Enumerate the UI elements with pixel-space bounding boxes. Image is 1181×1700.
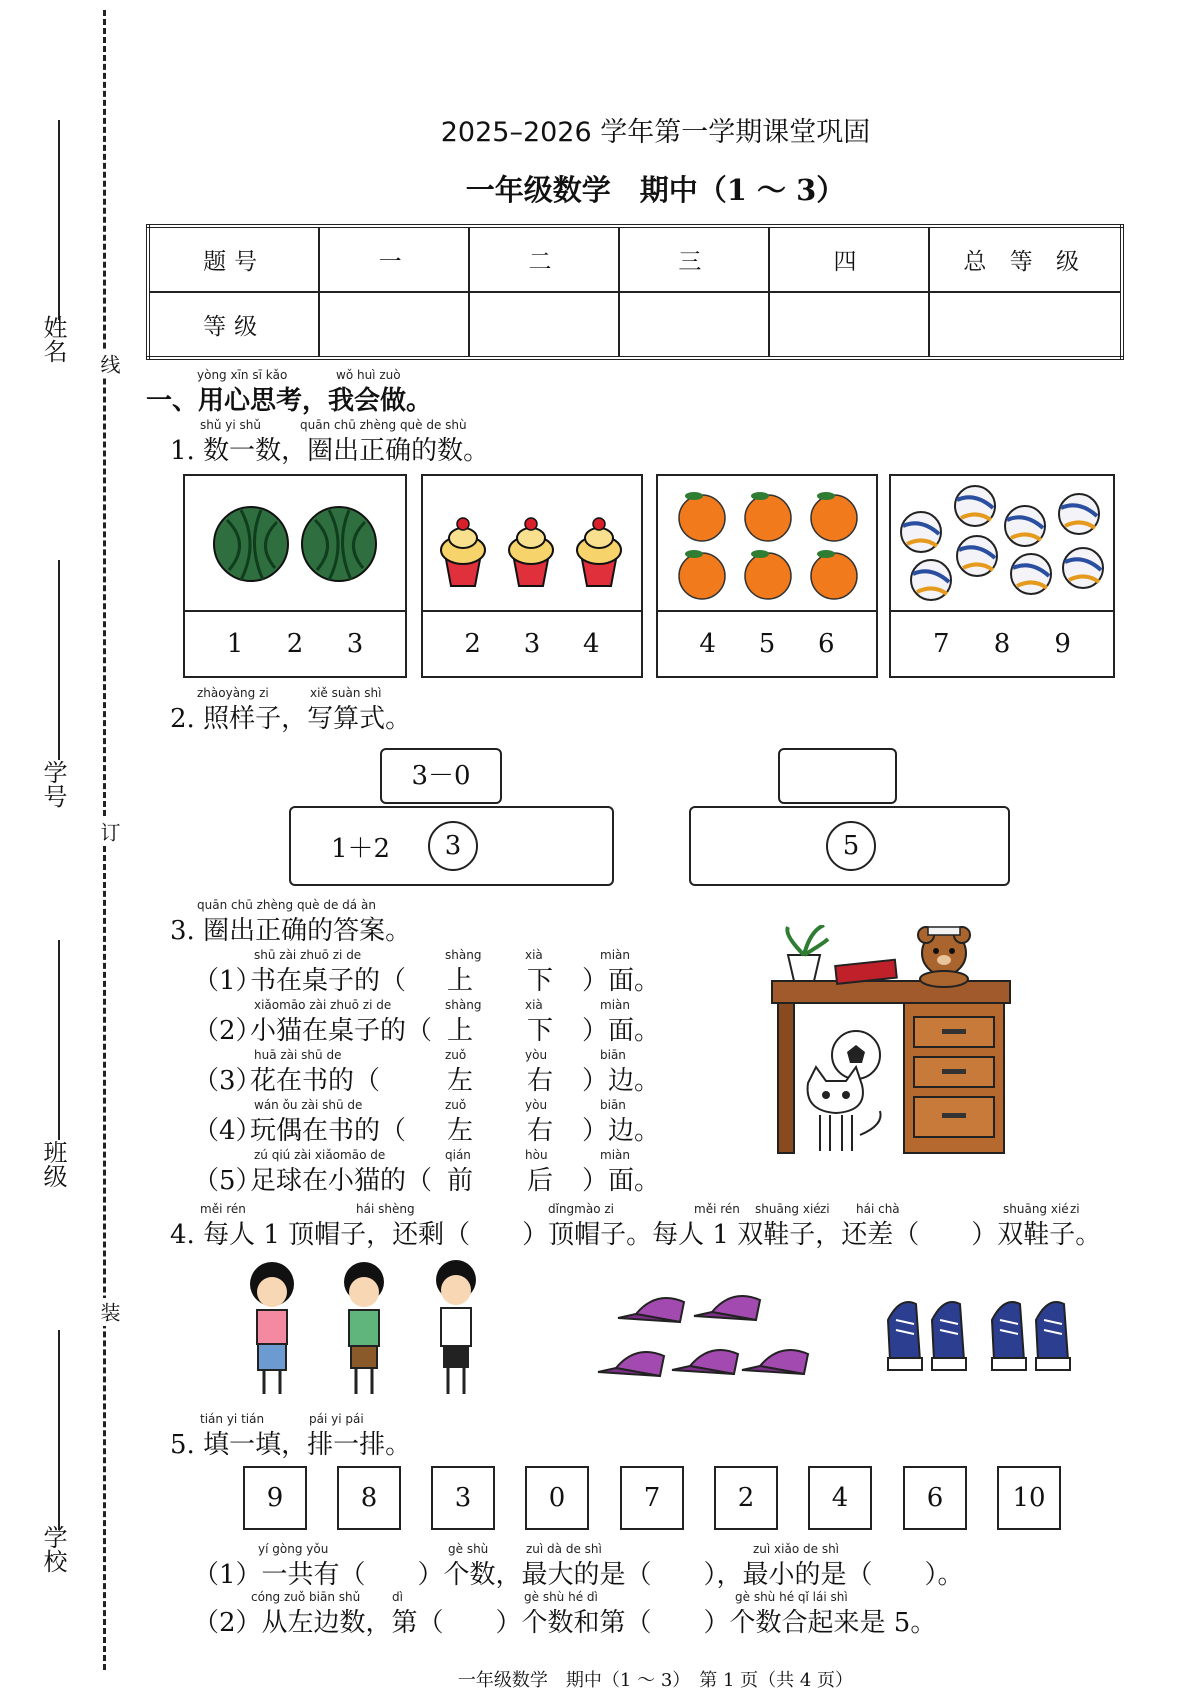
pinyin: wán ǒu zài shū de: [254, 1098, 363, 1112]
question-4-text: 4. 每人 1 顶帽子，还剩（ ）顶帽子。每人 1 双鞋子，还差（ ）双鞋子。: [170, 1220, 1102, 1250]
example-answer-circle: 3: [428, 821, 478, 871]
pinyin: zi: [820, 1202, 830, 1216]
choice-number[interactable]: 3: [523, 629, 541, 659]
pinyin: měi rén: [694, 1202, 740, 1216]
question-3-text: 3. 圈出正确的答案。: [170, 916, 412, 946]
item-stem: 花在书的（: [250, 1066, 381, 1096]
pinyin: yòu: [525, 1098, 548, 1112]
item-number: （3）: [193, 1066, 262, 1096]
score-header-cell: 总 等 级: [929, 226, 1122, 292]
children-illustration: [232, 1254, 502, 1404]
question-5-text: 5. 填一填，排一排。: [170, 1430, 412, 1460]
choice-number[interactable]: 1: [226, 629, 244, 659]
number-box: 9: [243, 1466, 307, 1530]
pinyin: cóng zuǒ biān shǔ: [251, 1590, 361, 1604]
page-subtitle: 一年级数学 期中（1 ～ 3）: [465, 173, 846, 207]
item-end: ）面。: [582, 966, 661, 996]
binding-label-ding: 订: [95, 818, 124, 846]
choice-number[interactable]: 6: [818, 629, 835, 659]
pinyin: zuǒ: [445, 1048, 467, 1062]
item-end: ）面。: [582, 1016, 661, 1046]
option-a[interactable]: 左: [447, 1066, 474, 1096]
desk-scene-illustration: [764, 925, 1018, 1165]
question-5-sub2: （2）从左边数，第（ ）个数和第（ ）个数合起来是 5。: [193, 1608, 937, 1638]
volleyball-icon: [891, 476, 1113, 608]
item-end: ）边。: [582, 1116, 661, 1146]
pinyin: zuì dà de shì: [526, 1542, 602, 1556]
item-stem: 书在桌子的（: [250, 966, 407, 996]
option-b[interactable]: 右: [527, 1116, 554, 1146]
count-panel-volleyball: [889, 474, 1115, 678]
watermelon-icon: [185, 476, 405, 608]
score-header-cell: 三: [619, 226, 769, 292]
pinyin: hái shèng: [356, 1202, 415, 1216]
page-footer: 一年级数学 期中（1 ～ 3） 第 1 页（共 4 页）: [457, 1670, 854, 1691]
item-number: （5）: [193, 1166, 262, 1196]
item-stem: 足球在小猫的（: [250, 1166, 433, 1196]
number-box: 2: [714, 1466, 778, 1530]
option-b[interactable]: 后: [527, 1166, 554, 1196]
choice-number[interactable]: 2: [464, 629, 481, 659]
choice-number[interactable]: 4: [699, 629, 716, 659]
pinyin: quān chū zhèng què de shù: [300, 418, 467, 432]
pinyin: gè shù: [448, 1542, 489, 1556]
pinyin: qián: [445, 1148, 471, 1162]
option-b[interactable]: 右: [527, 1066, 554, 1096]
number-box: 4: [808, 1466, 872, 1530]
class-blank-line: [58, 940, 60, 1140]
pinyin: miàn: [600, 1148, 630, 1162]
pinyin: huā zài shū de: [254, 1048, 342, 1062]
pinyin: shàng: [445, 998, 482, 1012]
option-a[interactable]: 左: [447, 1116, 474, 1146]
pinyin: hòu: [525, 1148, 548, 1162]
score-entry-cell[interactable]: [469, 292, 619, 358]
pinyin: měi rén: [200, 1202, 246, 1216]
pinyin: miàn: [600, 948, 630, 962]
number-box: 3: [431, 1466, 495, 1530]
task-top-box[interactable]: [778, 748, 897, 804]
pinyin: wǒ huì zuò: [336, 368, 401, 382]
pinyin: xiě suàn shì: [310, 686, 382, 700]
binding-label-xian: 线: [95, 350, 124, 378]
choice-number[interactable]: 2: [286, 629, 304, 659]
score-header-cell: 四: [769, 226, 930, 292]
count-panel-orange: [656, 474, 878, 678]
item-end: ）边。: [582, 1066, 661, 1096]
pinyin: xià: [525, 948, 543, 962]
score-header-cell: 一: [319, 226, 469, 292]
choice-number[interactable]: 8: [993, 629, 1011, 659]
pinyin: dì: [392, 1590, 403, 1604]
option-b[interactable]: 下: [527, 1016, 554, 1046]
binding-label-zhuang: 装: [95, 1298, 124, 1326]
pinyin: shuāng xié: [755, 1202, 821, 1216]
option-a[interactable]: 上: [447, 966, 474, 996]
option-a[interactable]: 前: [447, 1166, 474, 1196]
school-label: 学校: [39, 1525, 67, 1573]
number-box: 7: [620, 1466, 684, 1530]
pinyin: zuǒ: [445, 1098, 467, 1112]
pinyin: shuāng xié: [1003, 1202, 1069, 1216]
section-title: 一、用心思考，我会做。: [146, 386, 433, 416]
page-title: 2025–2026 学年第一学期课堂巩固: [440, 117, 871, 148]
score-entry-cell[interactable]: [619, 292, 769, 358]
pinyin: gè shù hé dì: [524, 1590, 598, 1604]
item-number: （1）: [193, 966, 262, 996]
name-label: 姓名: [39, 315, 67, 363]
number-box: 8: [337, 1466, 401, 1530]
pinyin: dǐngmào zi: [548, 1202, 615, 1216]
choice-number[interactable]: 5: [758, 629, 776, 659]
item-number: （2）: [193, 1016, 262, 1046]
pinyin: biān: [600, 1098, 626, 1112]
pinyin: tián yi tián: [200, 1412, 265, 1426]
score-entry-cell[interactable]: [769, 292, 930, 358]
pinyin: yí gòng yǒu: [258, 1542, 329, 1556]
number-box: 10: [997, 1466, 1061, 1530]
choice-number[interactable]: 3: [346, 629, 364, 659]
choice-number[interactable]: 7: [933, 629, 950, 659]
number-blank-line: [58, 560, 60, 760]
pinyin: shǔ yi shǔ: [200, 418, 261, 432]
example-top-box: 3－0: [380, 748, 502, 804]
shoes-illustration: [880, 1290, 1080, 1380]
number-box: 0: [525, 1466, 589, 1530]
score-table: [146, 224, 1124, 360]
pinyin: zuì xiǎo de shì: [753, 1542, 840, 1556]
score-header-cell: 题号: [148, 226, 319, 292]
pinyin: biān: [600, 1048, 626, 1062]
pinyin: quān chū zhèng què de dá àn: [197, 898, 376, 912]
score-row-label: 等级: [148, 292, 319, 358]
option-b[interactable]: 下: [527, 966, 554, 996]
pinyin: xiǎomāo zài zhuō zi de: [254, 998, 392, 1012]
pinyin: yòng xīn sī kǎo: [197, 368, 288, 382]
score-entry-cell[interactable]: [929, 292, 1122, 358]
orange-icon: [658, 476, 876, 608]
pinyin: pái yi pái: [309, 1412, 364, 1426]
score-header-cell: 二: [469, 226, 619, 292]
count-panel-cupcake: [421, 474, 643, 678]
question-5-sub1: （1）一共有（ ）个数，最大的是（ ），最小的是（ ）。: [193, 1560, 964, 1590]
choice-number[interactable]: 9: [1054, 629, 1071, 659]
item-stem: 小猫在桌子的（: [250, 1016, 433, 1046]
pinyin: zhàoyàng zi: [197, 686, 269, 700]
example-expression: 1＋2: [331, 834, 391, 864]
caps-illustration: [596, 1278, 812, 1388]
task-bottom-box[interactable]: [689, 806, 1010, 886]
example-bottom-box: [289, 806, 614, 886]
question-1-text: 1. 数一数，圈出正确的数。: [170, 436, 490, 466]
class-label: 班级: [39, 1140, 67, 1188]
number-label: 学号: [39, 760, 67, 808]
pinyin: gè shù hé qǐ lái shì: [735, 1590, 848, 1604]
pinyin: shū zài zhuō zi de: [254, 948, 362, 962]
number-box: 6: [903, 1466, 967, 1530]
name-blank-line: [58, 120, 60, 320]
score-entry-cell[interactable]: [319, 292, 469, 358]
choice-number[interactable]: 4: [583, 629, 600, 659]
pinyin: xià: [525, 998, 543, 1012]
option-a[interactable]: 上: [447, 1016, 474, 1046]
pinyin: zi: [1070, 1202, 1080, 1216]
pinyin: hái chà: [856, 1202, 900, 1216]
pinyin: shàng: [445, 948, 482, 962]
pinyin: miàn: [600, 998, 630, 1012]
question-2-text: 2. 照样子，写算式。: [170, 704, 412, 734]
pinyin: yòu: [525, 1048, 548, 1062]
school-blank-line: [58, 1330, 60, 1530]
pinyin: zú qiú zài xiǎomāo de: [254, 1148, 386, 1162]
task-answer-circle: 5: [826, 821, 876, 871]
item-end: ）面。: [582, 1166, 661, 1196]
item-number: （4）: [193, 1116, 262, 1146]
cupcake-icon: [423, 476, 641, 608]
item-stem: 玩偶在书的（: [250, 1116, 407, 1146]
count-panel-watermelon: [183, 474, 407, 678]
